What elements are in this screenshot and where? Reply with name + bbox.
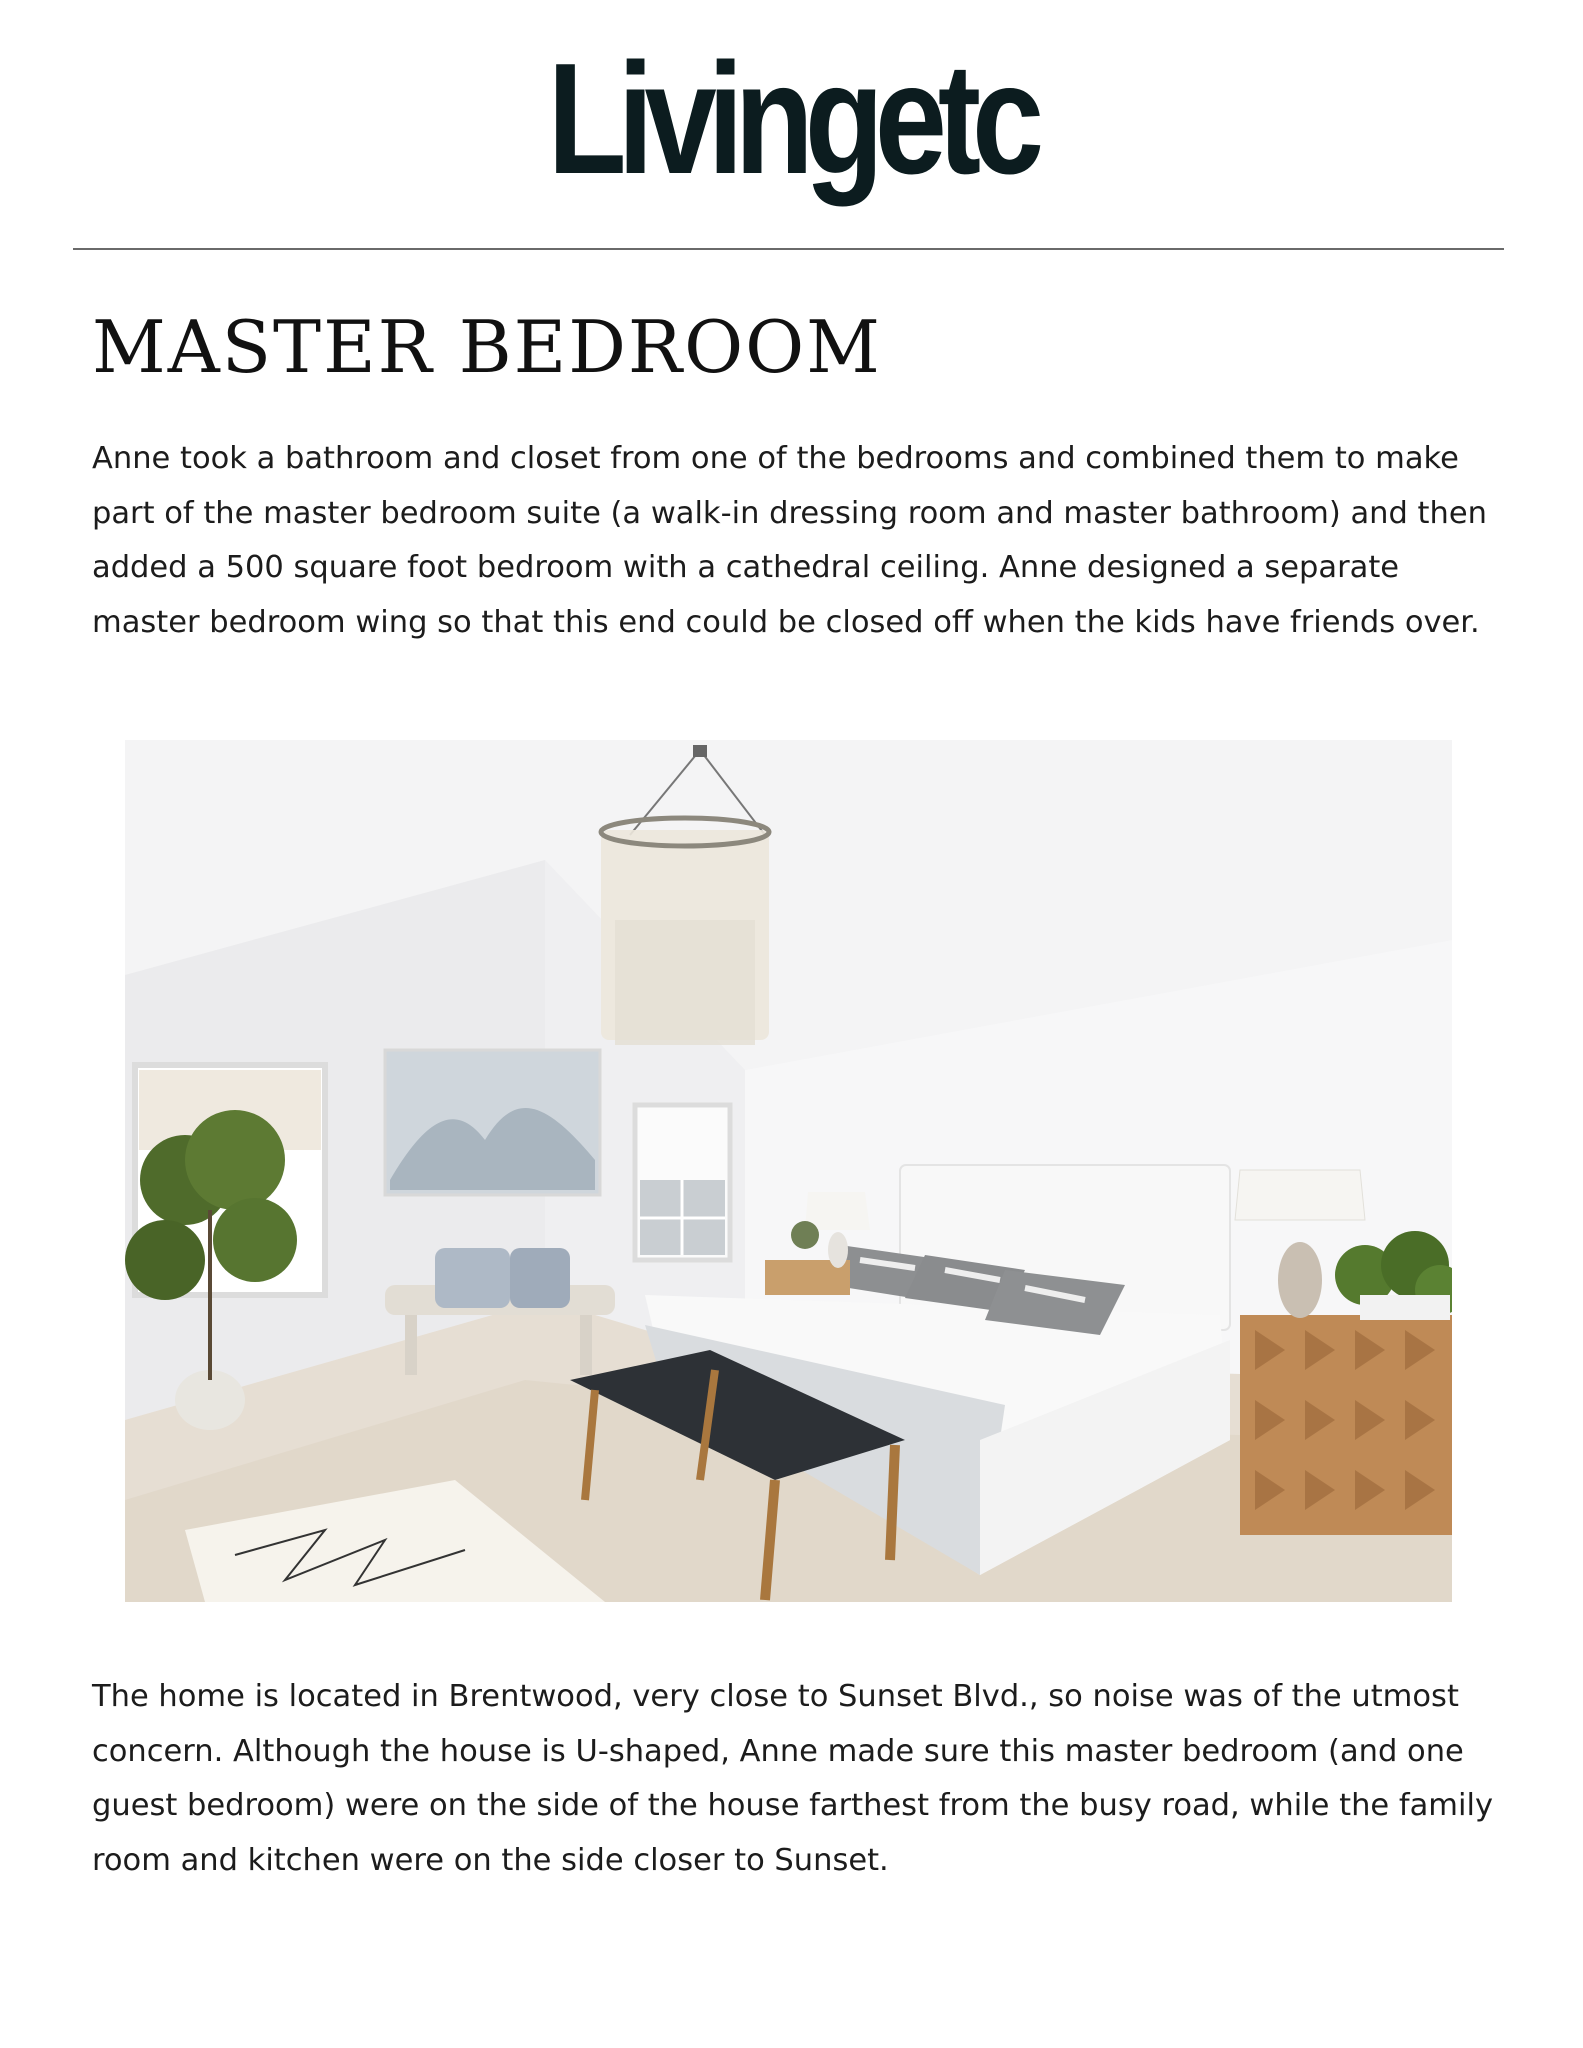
masthead xyxy=(0,31,1583,207)
header-divider xyxy=(73,248,1504,250)
section-heading: MASTER BEDROOM xyxy=(92,305,882,389)
article-paragraph: The home is located in Brentwood, very close to Sunset Blvd., so noise was of the utmost concern. Although the house is U-shaped, Anne made sure this master bedroom (and one guest bedroom) were on the side of the house farthest from the busy road, while the family room and kitchen were on the side closer to Sunset. xyxy=(92,1679,1494,1878)
brand-logo[interactable]: Livingetc xyxy=(547,31,1036,207)
article-paragraph: Anne took a bathroom and closet from one of the bedrooms and combined them to make part of the master bedroom suite (a walk-in dressing room and master bathroom) and then added a 500 square foot bedroom with a cathedral ceiling. Anne designed a separate master bedroom wing so that this end could be closed off when the kids have friends over. xyxy=(92,441,1487,640)
bedroom-photo xyxy=(125,740,1452,1602)
